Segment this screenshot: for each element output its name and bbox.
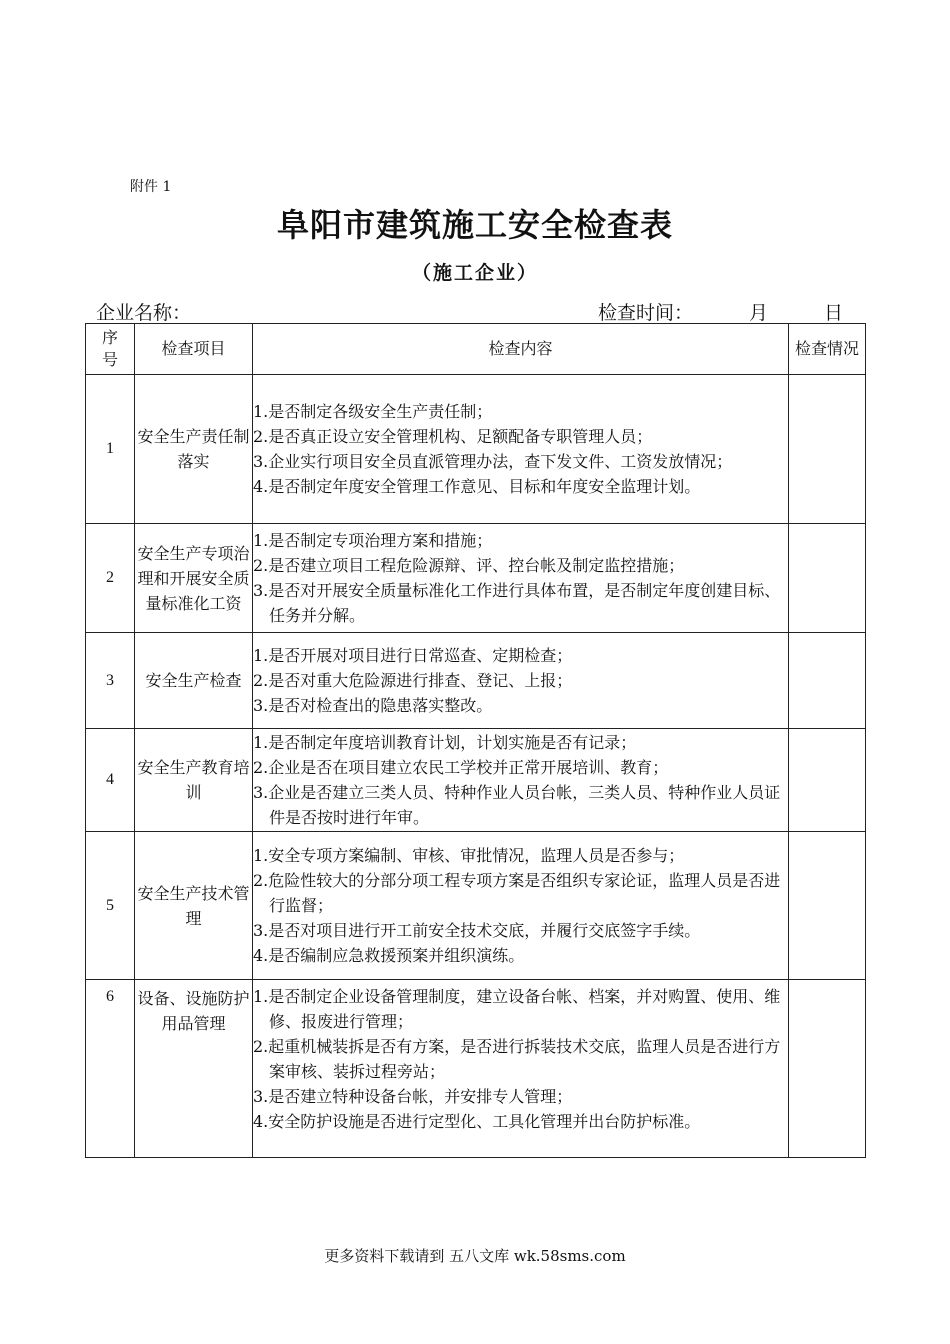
content-line: 3.企业实行项目安全员直派管理办法，查下发文件、工资发放情况； [253, 452, 733, 471]
check-content [253, 832, 789, 980]
month-label: 月 [749, 302, 769, 324]
content-line: 1.是否制定专项治理方案和措施； [253, 531, 493, 550]
row-number: 6 [86, 980, 135, 1158]
content-line: 4.是否制定年度安全管理工作意见、目标和年度安全监理计划。 [253, 477, 701, 496]
header-result: 检查情况 [789, 324, 866, 375]
check-time-field [598, 298, 843, 325]
check-result-cell[interactable] [789, 832, 866, 980]
check-content [253, 375, 789, 524]
company-name-label: 企业名称： [96, 302, 192, 324]
header-no: 序号 [86, 324, 135, 375]
check-item: 安全生产专项治理和开展安全质量标准化工资 [135, 524, 253, 633]
content-line: 4.安全防护设施是否进行定型化、工具化管理并出台防护标准。 [253, 1112, 701, 1131]
attachment-label: 附件 1 [130, 179, 172, 195]
footer-note: 更多资料下载请到 五八文库 wk.58sms.com [324, 1247, 626, 1265]
content-line: 3.是否对检查出的隐患落实整改。 [253, 696, 493, 715]
content-line: 1.是否制定年度培训教育计划，计划实施是否有记录； [253, 733, 637, 752]
page-title: 阜阳市建筑施工安全检查表 [276, 206, 673, 244]
check-result-cell[interactable] [789, 729, 866, 832]
content-line: 2.危险性较大的分部分项工程专项方案是否组织专家论证，监理人员是否进行监督； [253, 871, 781, 915]
check-result-cell[interactable] [789, 633, 866, 729]
check-content [253, 633, 789, 729]
check-item: 设备、设施防护用品管理 [135, 980, 253, 1158]
inspection-table [85, 323, 866, 1158]
row-number: 3 [86, 633, 135, 729]
content-line: 4.是否编制应急救援预案并组织演练。 [253, 946, 525, 965]
content-line: 2.是否建立项目工程危险源辩、评、控台帐及制定监控措施； [253, 556, 685, 575]
table-row [86, 832, 866, 980]
row-number: 1 [86, 375, 135, 524]
content-line: 3.是否对项目进行开工前安全技术交底，并履行交底签字手续。 [253, 921, 701, 940]
table-row [86, 729, 866, 832]
content-line: 2.是否对重大危险源进行排查、登记、上报； [253, 671, 573, 690]
row-number: 4 [86, 729, 135, 832]
check-item: 安全生产教育培训 [135, 729, 253, 832]
row-number: 5 [86, 832, 135, 980]
check-item: 安全生产技术管理 [135, 832, 253, 980]
content-line: 1.是否制定企业设备管理制度，建立设备台帐、档案，并对购置、使用、维修、报废进行管理； [253, 987, 781, 1031]
table-row [86, 980, 866, 1158]
check-item: 安全生产责任制落实 [135, 375, 253, 524]
content-line: 2.是否真正设立安全管理机构、足额配备专职管理人员； [253, 427, 653, 446]
content-line: 2.企业是否在项目建立农民工学校并正常开展培训、教育； [253, 758, 669, 777]
header-item: 检查项目 [135, 324, 253, 375]
header-content: 检查内容 [253, 324, 789, 375]
check-time-label: 检查时间： [598, 302, 694, 324]
table-row [86, 375, 866, 524]
table-header-row [86, 324, 866, 375]
check-content [253, 980, 789, 1158]
content-line: 2.起重机械装拆是否有方案，是否进行拆装技术交底，监理人员是否进行方案审核、装拆过程旁站； [253, 1037, 781, 1081]
content-line: 3.企业是否建立三类人员、特种作业人员台帐，三类人员、特种作业人员证件是否按时进行年审。 [253, 783, 781, 827]
content-line: 3.是否对开展安全质量标准化工作进行具体布置，是否制定年度创建目标、任务并分解。 [253, 581, 781, 625]
content-line: 1.安全专项方案编制、审核、审批情况，监理人员是否参与； [253, 846, 685, 865]
check-content [253, 729, 789, 832]
day-label: 日 [824, 302, 844, 324]
check-result-cell[interactable] [789, 980, 866, 1158]
check-result-cell[interactable] [789, 524, 866, 633]
content-line: 1.是否开展对项目进行日常巡查、定期检查； [253, 646, 573, 665]
table-row [86, 524, 866, 633]
table-row [86, 633, 866, 729]
row-number: 2 [86, 524, 135, 633]
check-result-cell[interactable] [789, 375, 866, 524]
check-content [253, 524, 789, 633]
content-line: 3.是否建立特种设备台帐，并安排专人管理； [253, 1087, 573, 1106]
check-item: 安全生产检查 [135, 633, 253, 729]
page-subtitle: （施工企业） [411, 262, 538, 284]
content-line: 1.是否制定各级安全生产责任制； [253, 402, 493, 421]
